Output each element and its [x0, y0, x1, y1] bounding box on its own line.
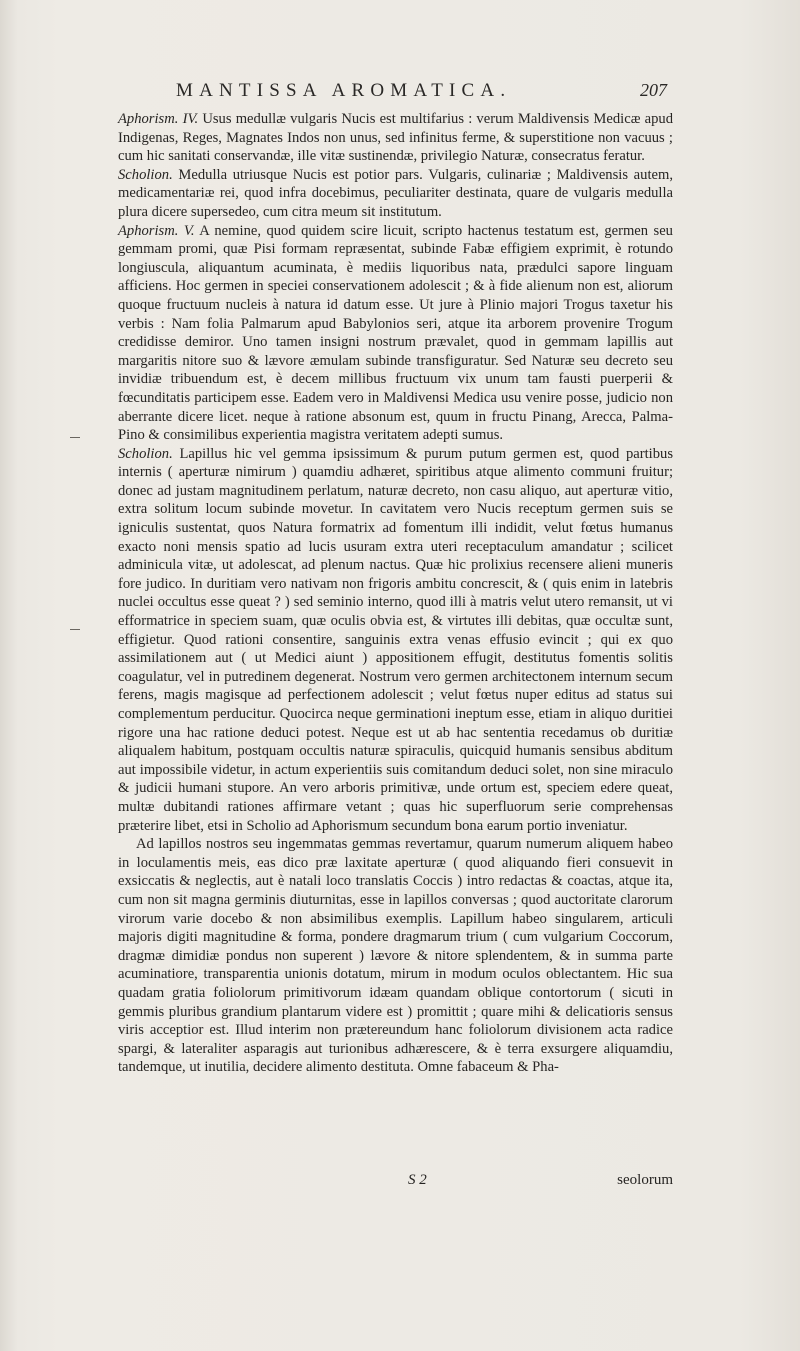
aphorism-iv-paragraph — [118, 110, 673, 166]
page-number: 207 — [640, 80, 667, 100]
catchword: seolorum — [617, 1172, 673, 1188]
scholion-label: Scholion. — [118, 445, 173, 462]
paragraph-text: Medulla utriusque Nucis est potior pars. Vulgaris, culinariæ ; Maldivensis autem, medicamentariæ rei, quod infra docebimus, peculiariter destinata, quare de vulgaris medulla plura dicere supersedeo, cum citra meum sit institutum. — [118, 166, 673, 220]
paragraph-text: Ad lapillos nostros seu ingemmatas gemmas revertamur, quarum numerum aliquem habeo in loculamentis meis, eas dico præ laxitate aperturæ ( quod aliquando fieri consuevit in exsiccatis & neglectis, aut è natali loco translatis Coccis ) intro redactas & coactas, atque ita, cum non sit magna germinis diuturnitas, esse in lapillos conversas ; quod auctoritate clarorum virorum varie docebo & non absimilibus exemplis. Lapillum habeo singularem, articuli majoris digiti magnitudine & forma, pondere dragmarum trium ( cum vulgarium Coccorum, dragmæ dimidiæ pondus non superent ) lævore & nitore splendentem, & in summa parte acuminatiore, transparentia unionis dotatum, mirum in modum oculos oblectantem. Hic sua quadam gratia foliolorum primitivorum idæam quandam oblique contortorum ( sicuti in gemmis pluribus grandium plantarum videre est ) promittit ; quare mihi & delicatioris sensus viris acceptior est. Illud interim non prætereundum hanc foliolorum divisionem acta radice spargi, & lateraliter asparagis aut turionibus adhærescere, & è terra exsurgere aliquamdiu, tandemque, ut inutilia, decidere alimento destituta. Omne fabaceum & Pha- — [118, 836, 673, 1076]
aphorism-label: Aphorism. IV. — [118, 111, 199, 127]
paragraph-text: A nemine, quod quidem scire licuit, scripto hactenus testatum est, germen seu gemmam promi, quæ Pisi formam repræsentat, subinde Fabæ effigiem exprimit, è rotundo longiuscula, aliquantum acuminata, è mediis liquoribus nata, prædulci sapore linguam afficiens. Hoc germen in speciei conservationem adolescit ; & à fide alienum non est, aliorum quoque fructuum nucleis à natura id datum esse. Ut jure à Plinio majori Trogus taxetur his verbis : Nam folia Palmarum apud Babylonios seri, atque ita arborem provenire Trogum credidisse demiror. Uno tamen insigni nostrum prævalet, quod in gemmam lapillis aut margaritis nitore suo & lævore æmulam subinde transfiguratur. Sed Naturæ seu decreto seu invidiæ tribuendum est, è decem millibus fructuum vix unum tam fausti puerperii & fœcunditatis participem esse. Eadem vero in Maldivensi Medica usu venire posse, judicio non aberrante dicere licet. neque à ratione absonum est, quum in fructu Pinang, Arecca, Palma-Pino & consimilibus experientia magistra veritatem adepti sumus. — [118, 222, 673, 444]
margin-mark — [70, 437, 80, 438]
running-title: MANTISSA AROMATICA. — [176, 80, 512, 101]
scholion-paragraph — [118, 166, 673, 222]
paragraph-text: Usus medullæ vulgaris Nucis est multifarius : verum Maldivensis Medicæ apud Indigenas, Reges, Magnates Indos non unus, sed infinitus ferme, & superstitione non vacuus ; cum hic sanitati conservandæ, ille vitæ sustinendæ, privilegio Naturæ, consecratus feratur. — [118, 111, 673, 165]
page-footer — [118, 1172, 673, 1194]
paragraph-text: Lapillus hic vel gemma ipsissimum & purum putum germen est, quod partibus internis ( aperturæ nimirum ) quamdiu adhæret, spiritibus atque alimento communi fruitur; donec ad justam magnitudinem perlatum, naturæ decreto, non casu aliquo, aut aperturæ vitio, extra solitum locum subinde movetur. In cavitatem vero Nucis receptum germen suis se igniculis sustentat, quos Natura formatrix ad fomentum illi indidit, velut fœtus humanus exacto noni mensis spatio ad lucis usuram extra uteri receptaculum amandatur ; scilicet adminicula vitæ, ut adolescat, ad plenum nactus. Quæ hic prolixius recensere alieni muneris fore judico. In duritiam vero nativam non frigoris ambitu concrescit, & ( quis enim in latebris nuclei occultus esse queat ? ) sed seminio interno, quod illi à matris velut utero remansit, ut vi efformatrice in speciem suam, quæ oculis obvia est, & virtutes illi debitas, quæ occultæ sunt, effigietur. Quod rationi consentire, sanguinis extra venas effusio evincit ; qui ex quo assimilationem aut ( ut Medici aiunt ) appositionem effugit, destitutus fomentis solitis coagulatur, vel in putredinem degenerat. Nostrum vero germen architectonem internum secum ferens, magis magisque ad perfectionem adolescit ; velut fœtus nuper editus ad status sui complementum perducitur. Quocirca neque germinationi ineptum esse, etiam in aliquo duritiei rigore una hac ratione deduci potest. Neque est ut ab hac sententia recedamus ob duritiæ aliqualem habitum, postquam occultis naturæ spiraculis, quicquid humanis sensibus abditum aut impossibile videtur, in actum experientiis suis comitandum deduci solet, non sine miraculo & judicii humani stupore. An vero arboris primitivæ, unde ortum est, speciem edere queat, multæ dubitandi rationes affirmare vetant ; quas hic superfluorum serie comprehensas præterire libet, etsi in Scholio ad Aphorismum secundum bona earum portio inveniatur. — [118, 445, 673, 834]
margin-mark — [70, 629, 80, 630]
signature-mark: S 2 — [408, 1172, 427, 1188]
lapilli-paragraph — [118, 835, 673, 1077]
scholion-paragraph — [118, 445, 673, 835]
body-text — [118, 110, 673, 1077]
aphorism-v-paragraph — [118, 222, 673, 445]
aphorism-label: Aphorism. V. — [118, 222, 195, 239]
page-header — [0, 80, 800, 110]
scholion-label: Scholion. — [118, 166, 173, 183]
